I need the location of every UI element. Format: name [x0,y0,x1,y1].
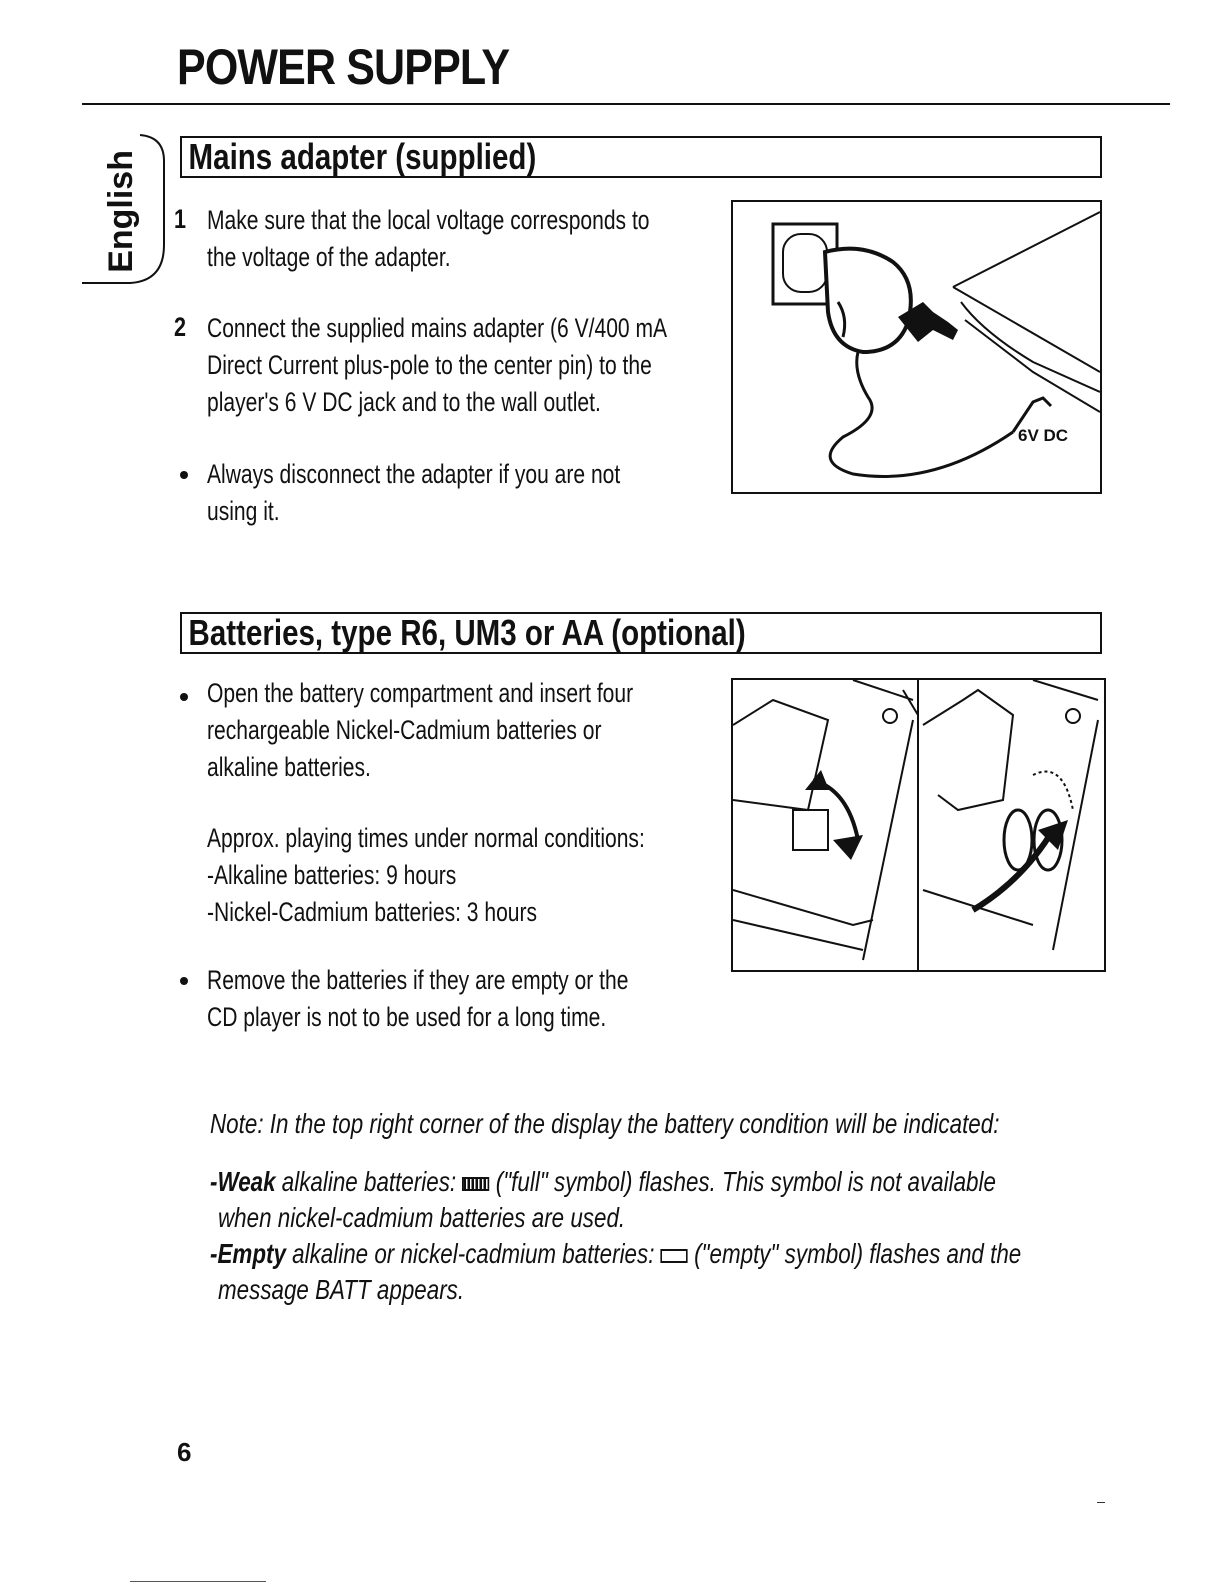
playing-times-heading: Approx. playing times under normal conditions: [207,823,645,853]
batteries-bullet2-line1: Remove the batteries if they are empty or the [207,965,629,995]
batteries-bullet1-line3: alkaline batteries. [207,752,371,782]
playing-time-alkaline: -Alkaline batteries: 9 hours [207,860,457,890]
note-line1: Note: In the top right corner of the display the battery condition will be indicated: [210,1108,1000,1139]
note-empty-line2: message BATT appears. [218,1274,465,1305]
empty-battery-icon [661,1249,688,1263]
note-weak-line1 [210,1164,996,1200]
playing-time-nicad: -Nickel-Cadmium batteries: 3 hours [207,897,538,927]
footer-rule [130,1581,266,1582]
dc-jack-label: 6V DC [1018,426,1069,445]
batteries-section-title: Batteries, type R6, UM3 or AA (optional) [188,612,746,653]
batteries-section-header [180,612,1102,654]
batteries-bullet2-line2: CD player is not to be used for a long time. [207,1002,607,1032]
adapter-drawing [733,202,1100,492]
title-divider [82,103,1170,105]
bullet-icon [180,471,188,479]
weak-label: -Weak [210,1166,276,1197]
bullet-icon [180,977,188,985]
language-tab-label: English [102,150,140,273]
weak-text: alkaline batteries: [275,1166,463,1197]
step2-line2: Direct Current plus-pole to the center pin) to the [207,350,652,380]
full-battery-icon [462,1177,489,1191]
mains-section-header [180,136,1102,178]
note-empty-line1 [210,1236,1021,1272]
weak-text-2: ("full" symbol) flashes. This symbol is not available [489,1166,996,1197]
battery-drawing [733,680,1104,970]
mains-bullet-line1: Always disconnect the adapter if you are not [207,459,621,489]
step2-line3: player's 6 V DC jack and to the wall outlet. [207,387,601,417]
mains-bullet-line2: using it. [207,496,280,526]
corner-mark [1097,1502,1105,1503]
empty-label: -Empty [210,1238,286,1269]
empty-text: alkaline or nickel-cadmium batteries: [285,1238,661,1269]
step2-line1: Connect the supplied mains adapter (6 V/400 mA [207,313,668,343]
page-title: POWER SUPPLY [177,39,510,95]
step-number: 1 [174,204,187,234]
step-number: 2 [174,312,187,342]
page-number: 6 [177,1437,192,1467]
battery-compartment-illustration [731,678,1106,972]
mains-section-title: Mains adapter (supplied) [188,136,537,177]
bullet-icon [180,693,188,701]
step1-line1: Make sure that the local voltage corresponds to [207,205,650,235]
empty-text-2: ("empty" symbol) flashes and the [687,1238,1022,1269]
step1-line2: the voltage of the adapter. [207,242,451,272]
note-weak-line2: when nickel-cadmium batteries are used. [218,1202,626,1233]
batteries-bullet1-line1: Open the battery compartment and insert four [207,678,634,708]
batteries-bullet1-line2: rechargeable Nickel-Cadmium batteries or [207,715,602,745]
adapter-illustration [731,200,1102,494]
